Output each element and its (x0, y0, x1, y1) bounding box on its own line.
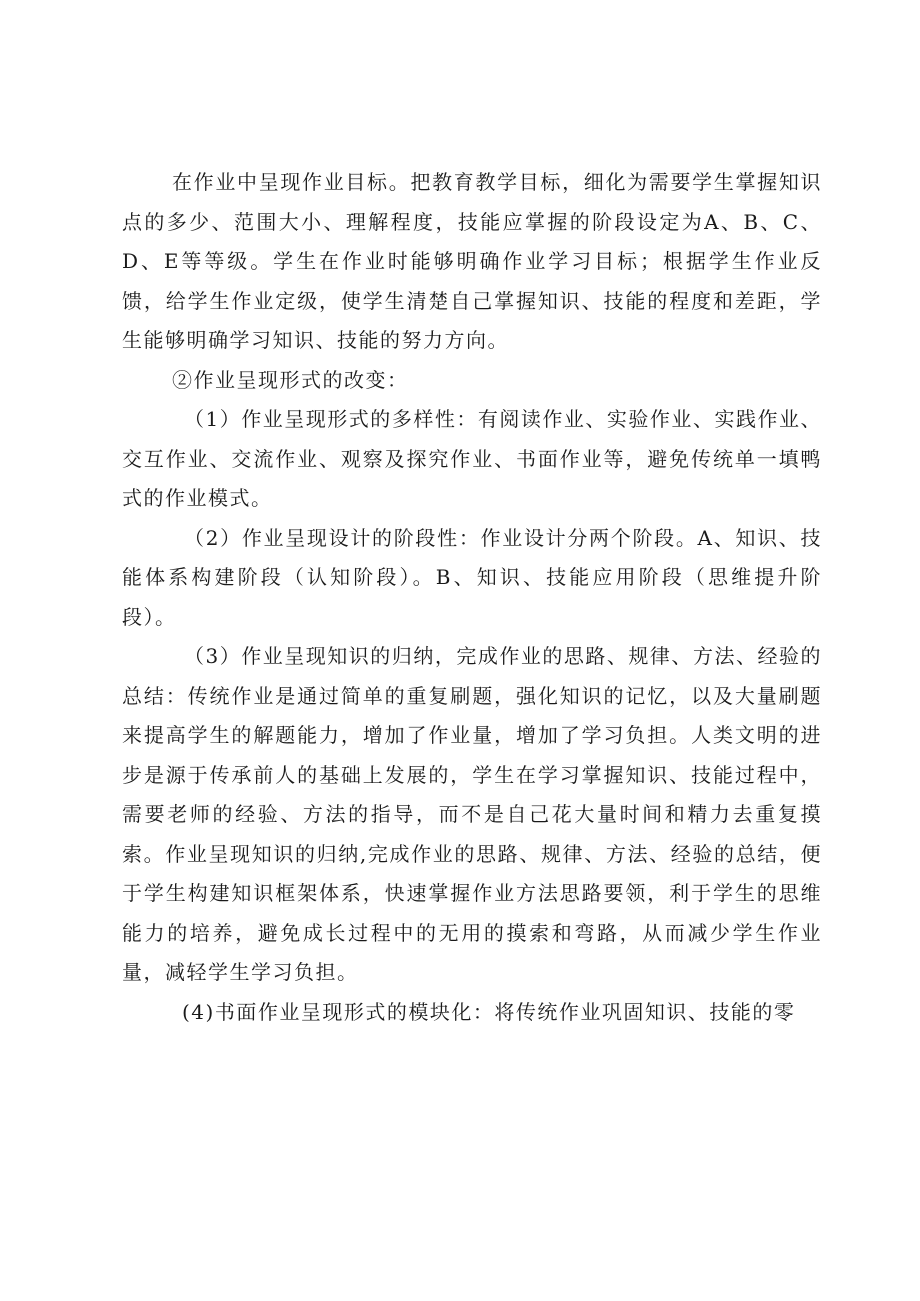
document-page (122, 163, 822, 1032)
paragraph-item-2-stages: （2）作业呈现设计的阶段性：作业设计分两个阶段。A、知识、技能体系构建阶段（认知阶段）。B、知识、技能应用阶段（思维提升阶段）。 (122, 525, 822, 629)
paragraph-item-1-diversity: （1）作业呈现形式的多样性：有阅读作业、实验作业、实践作业、交互作业、交流作业、观察及探究作业、书面作业等，避免传统单一填鸭式的作业模式。 (122, 407, 822, 510)
paragraph-homework-goals: 在作业中呈现作业目标。把教育教学目标，细化为需要学生掌握知识点的多少、范围大小、理解程度，技能应掌握的阶段设定为A、B、C、D、E等等级。学生在作业时能够明确作业学习目标；根据学生作业反馈，给学生作业定级，使学生清楚自己掌握知识、技能的程度和差距，学生能够明确学习知识、技能的努力方向。 (122, 170, 822, 352)
paragraph-form-change-heading: ②作业呈现形式的改变： (172, 367, 409, 392)
paragraph-item-4-modular: (4)书面作业呈现形式的模块化：将传统作业巩固知识、技能的零 (182, 999, 796, 1024)
paragraph-item-3-summary: （3）作业呈现知识的归纳，完成作业的思路、规律、方法、经验的总结：传统作业是通过简单的重复刷题，强化知识的记忆，以及大量刷题来提高学生的解题能力，增加了作业量，增加了学习负担。人类文明的进步是源于传承前人的基础上发展的，学生在学习掌握知识、技能过程中，需要老师的经验、方法的指导，而不是自己花大量时间和精力去重复摸索。作业呈现知识的归纳,完成作业的思路、规律、方法、经验的总结，便于学生构建知识框架体系，快速掌握作业方法思路要领，利于学生的思维能力的培养，避免成长过程中的无用的摸索和弯路，从而减少学生作业量，减轻学生学习负担。 (122, 644, 822, 984)
